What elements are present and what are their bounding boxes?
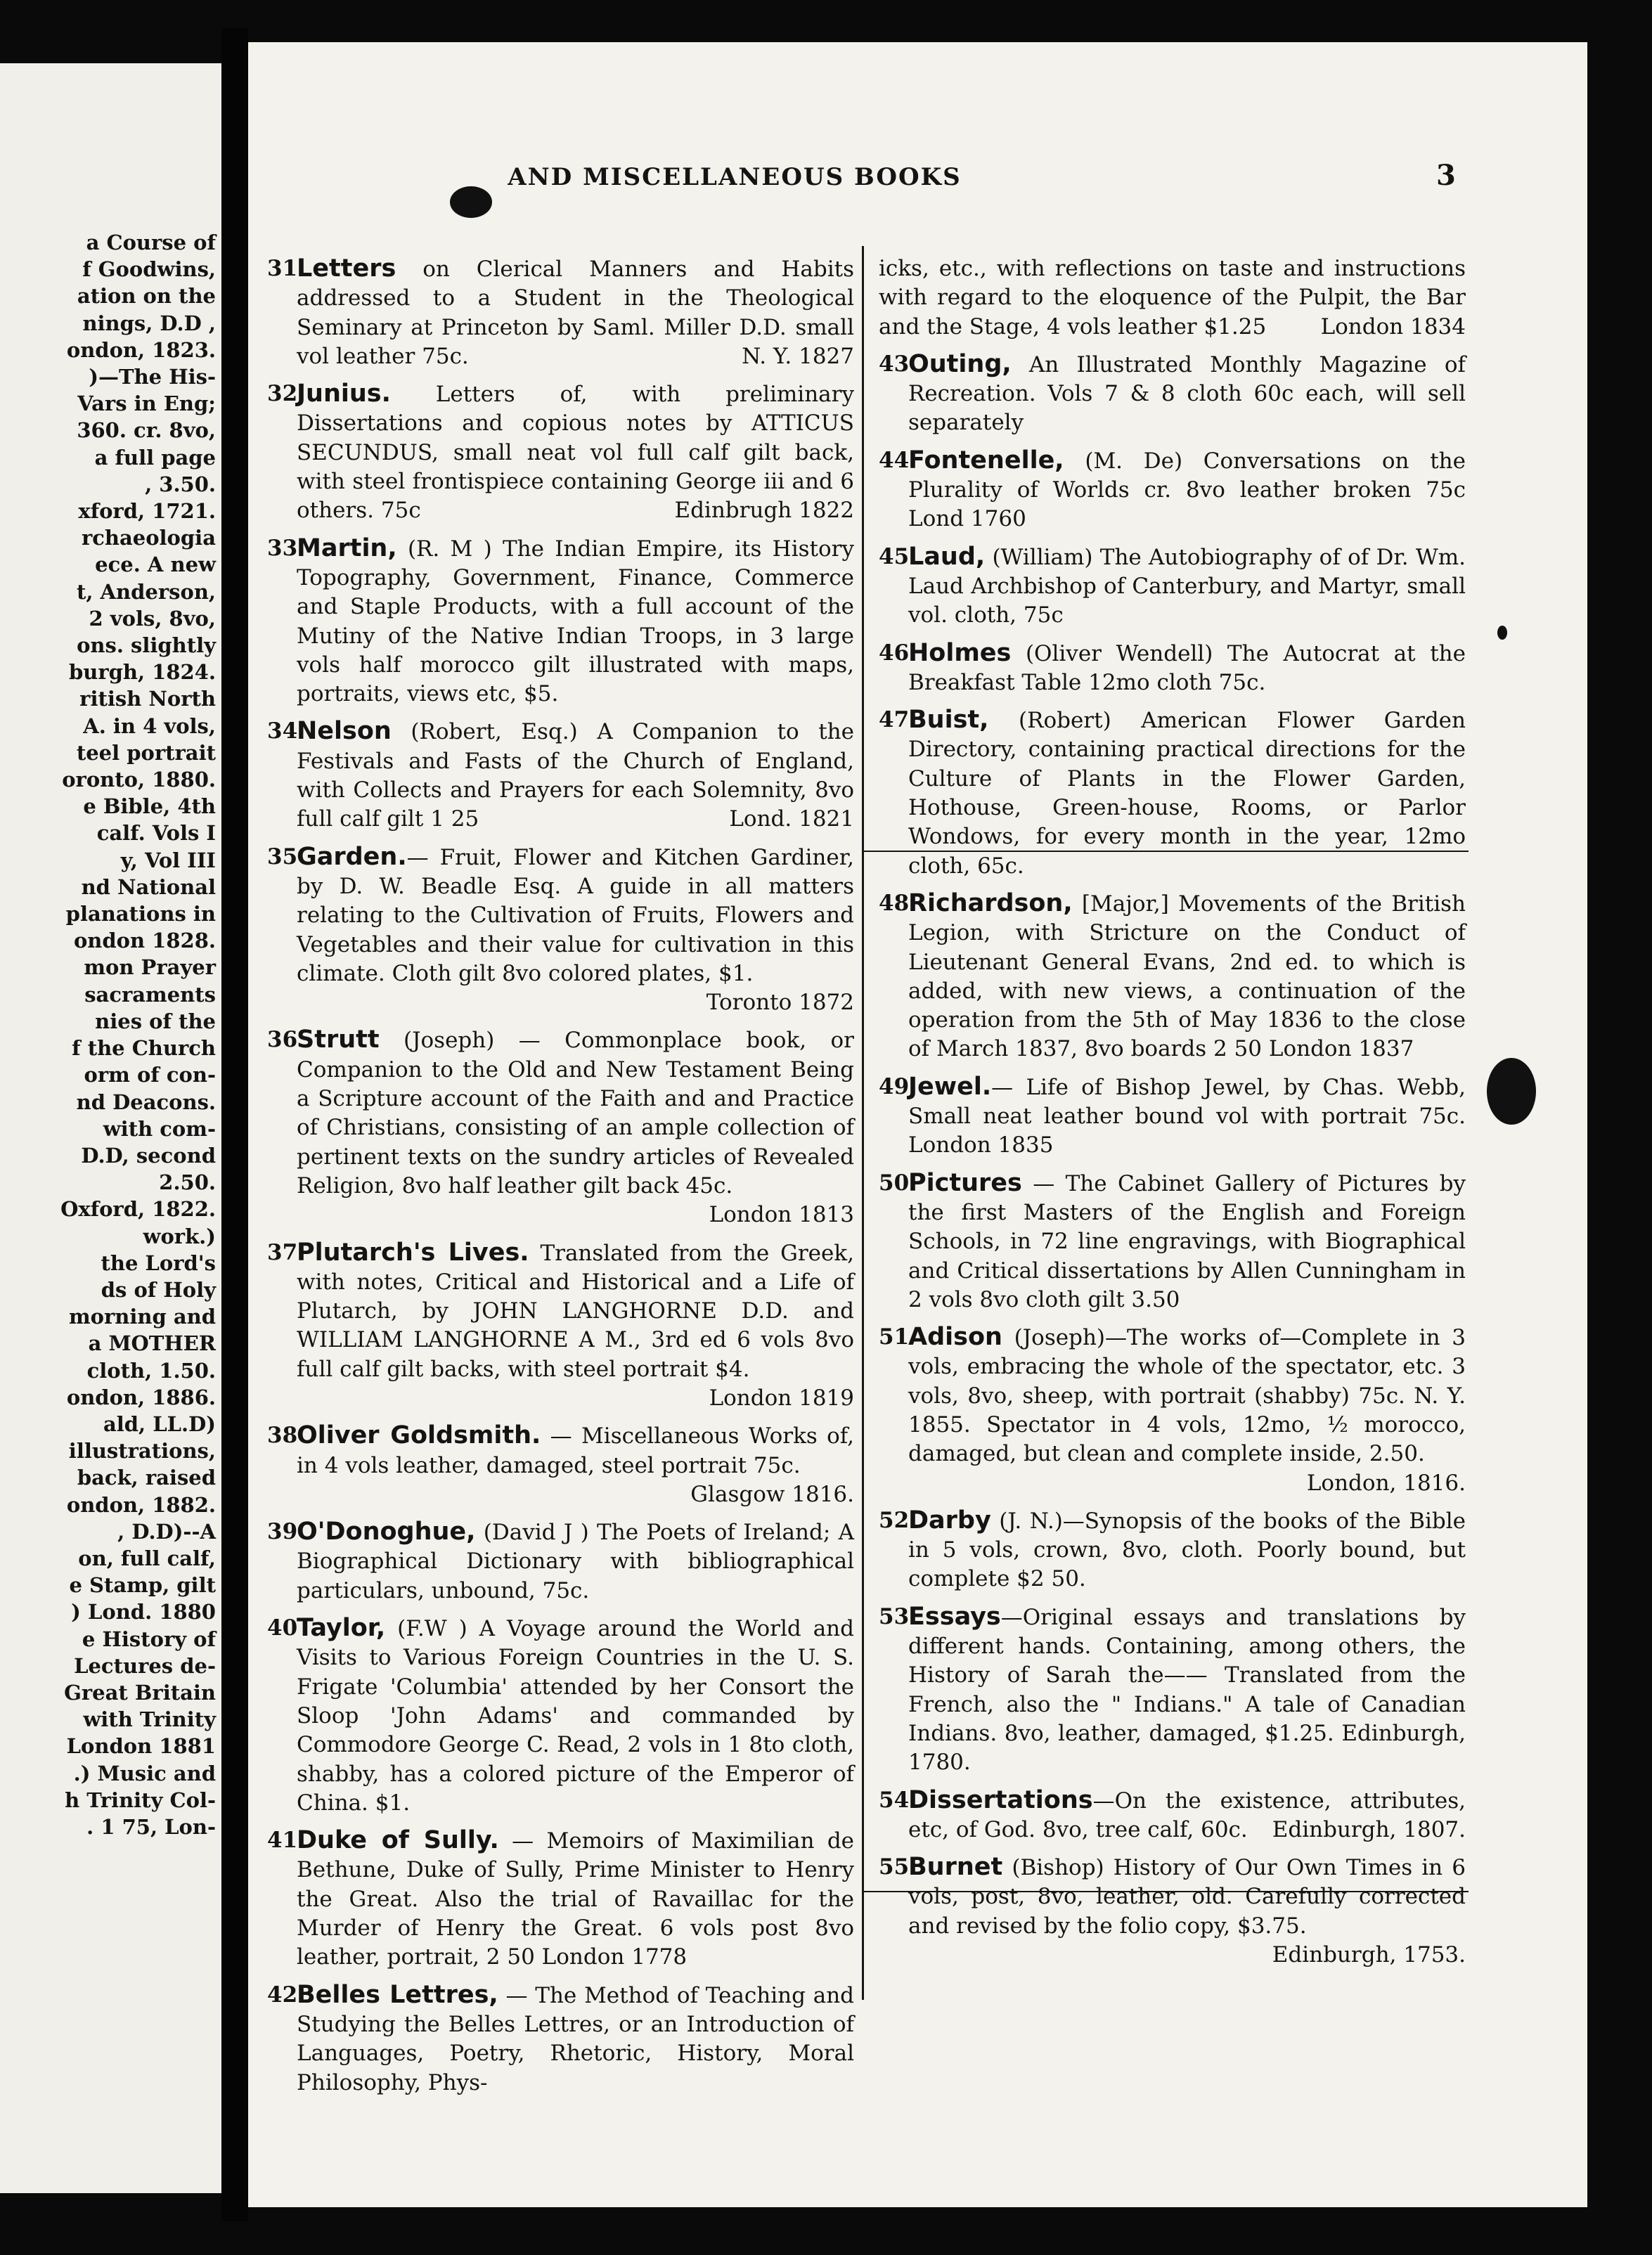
entry-title: Martin, <box>297 534 397 562</box>
fragment-line: calf. Vols I <box>96 821 216 846</box>
fragment-line: nd National <box>81 874 216 899</box>
entry-number: 32 <box>267 381 298 407</box>
catalog-entry <box>267 1026 854 1229</box>
entry-place-date: Edinburgh, 1807. <box>1272 1816 1466 1842</box>
fragment-line: work.) <box>143 1224 216 1248</box>
catalog-entry <box>879 1073 1466 1161</box>
continued-entry <box>879 254 1466 342</box>
entry-number: 33 <box>267 535 298 561</box>
fragment-line: a MOTHER <box>88 1331 216 1356</box>
fragment-line: on, full calf, <box>78 1546 216 1570</box>
entry-number: 52 <box>879 1507 910 1533</box>
entry-title: O'Donoghue, <box>297 1518 476 1546</box>
fragment-line: Oxford, 1822. <box>60 1197 216 1222</box>
facing-page-text <box>0 229 221 1840</box>
entry-description: (Oliver Wendell) The Autocrat at the Breakfast Table 12mo cloth 75c. <box>908 640 1466 695</box>
book-gutter <box>221 28 248 2221</box>
facing-page-fragment <box>0 63 221 2193</box>
catalog-entry <box>267 1981 854 2098</box>
fragment-line: burgh, 1824. <box>68 660 216 685</box>
fragment-line: A. in 4 vols, <box>83 713 216 738</box>
fragment-line: ation on the <box>77 284 216 309</box>
entry-number: 45 <box>879 543 910 569</box>
fragment-line: ece. A new <box>95 553 216 577</box>
fragment-line: t, Anderson, <box>76 579 216 604</box>
entry-place-date: London 1813 <box>709 1202 854 1228</box>
fragment-line: ald, LL.D) <box>103 1411 216 1436</box>
entry-number: 37 <box>267 1239 298 1265</box>
entry-place-date: Edinburgh, 1753. <box>1272 1942 1466 1968</box>
entry-number: 35 <box>267 844 298 870</box>
fragment-line: back, raised <box>77 1466 216 1490</box>
entry-number: 39 <box>267 1519 298 1545</box>
continued-entry-place: London 1834 <box>1320 314 1466 340</box>
entry-title: Buist, <box>908 706 989 735</box>
fragment-line: f Goodwins, <box>82 257 216 282</box>
catalog-entry <box>879 1786 1466 1845</box>
entry-place-date: Edinbrugh 1822 <box>674 498 854 524</box>
fragment-line: ondon, 1882. <box>66 1492 216 1517</box>
entry-description: (Robert, Esq.) A Companion to the Festivals and Fasts of the Church of England, with Collects and Prayers for each Solemnity, 8vo full calf gilt 1 25 <box>297 719 854 832</box>
fragment-line: planations in <box>65 902 216 926</box>
fragment-line: ons. slightly <box>77 633 216 658</box>
fragment-line: , 3.50. <box>145 472 216 496</box>
entry-title: Taylor, <box>297 1614 386 1643</box>
entry-number: 48 <box>879 890 910 916</box>
catalog-entry <box>879 350 1466 438</box>
entry-title: Duke of Sully. <box>297 1826 499 1855</box>
fragment-line: Great Britain <box>64 1680 216 1705</box>
entry-title: Plutarch's Lives. <box>297 1238 529 1267</box>
entry-place-date: Lond. 1821 <box>729 806 854 832</box>
catalog-entry <box>879 1603 1466 1778</box>
fragment-line: mon Prayer <box>84 955 216 980</box>
entry-description: (Joseph) — Commonplace book, or Companion to the Old and New Testament Being a Scripture account of the Faith and and Practice of Christians, consisting of an ample collection of pertinent texts on the sundry articles of Revealed Religion, 8vo half leather gilt back 45c. <box>297 1028 854 1198</box>
entry-title: Junius. <box>297 380 391 408</box>
fragment-line: nings, D.D , <box>82 311 216 335</box>
fragment-line: ondon, 1886. <box>66 1385 216 1409</box>
entry-description: [Major,] Movements of the British Legion, with Stricture on the Conduct of Lieutenant General Evans, 2nd ed. to which is added, with new views, a continuation of the operation from the 5th of May 1836 to the close of March 1837, 8vo boards 2 50 London 1837 <box>908 891 1466 1062</box>
entry-description: — Memoirs of Maximilian de Bethune, Duke of Sully, Prime Minister to Henry the Great. Also the trial of Ravaillac for the Murder of Henry the Great. 6 vols post 8vo leather, portrait, 2 50 London 1778 <box>297 1828 855 1970</box>
catalog-entry <box>267 1421 854 1509</box>
entry-description: —Original essays and translations by different hands. Containing, among others, the History of Sarah the—— Translated from the French, also the " Indians." A tale of Canadian Indians. 8vo, leather, damaged, $1.25. Edinburgh, 1780. <box>908 1604 1466 1776</box>
fragment-line: with com- <box>103 1116 216 1141</box>
fragment-line: ondon 1828. <box>73 929 216 953</box>
entry-title: Pictures <box>908 1168 1022 1197</box>
entry-place-date: London, 1816. <box>1306 1470 1466 1496</box>
catalog-entry <box>267 1518 854 1605</box>
fragment-line: sacraments <box>84 982 216 1007</box>
entry-place-date: London 1819 <box>709 1385 854 1411</box>
entry-number: 31 <box>267 256 298 281</box>
entry-description: Letters of, with preliminary Dissertations and copious notes by ATTICUS SECUNDUS, small neat vol full calf gilt back, with steel frontispiece containing George iii and 6 others. 75c <box>297 382 854 524</box>
entry-title: Jewel. <box>908 1072 992 1101</box>
entry-description: — Life of Bishop Jewel, by Chas. Webb, Small neat leather bound vol with portrait 75c. London 1835 <box>908 1074 1466 1158</box>
fragment-line: ritish North <box>79 687 216 711</box>
entry-number: 55 <box>879 1854 910 1880</box>
fragment-line: teel portrait <box>76 740 216 765</box>
entry-title: Strutt <box>297 1026 380 1054</box>
entry-description: — The Cabinet Gallery of Pictures by the first Masters of the English and Foreign Schools, in 72 line engravings, with Biographical and Critical dissertations by Allen Cunningham in 2 vols 8vo cloth gilt 3.50 <box>908 1170 1466 1312</box>
fragment-line: Vars in Eng; <box>77 392 216 416</box>
fragment-line: Lectures de- <box>74 1653 216 1678</box>
fragment-line: D.D, second <box>81 1143 216 1168</box>
entry-title: Garden. <box>297 842 407 871</box>
entry-number: 42 <box>267 1982 298 2008</box>
fragment-line: ) Lond. 1880 <box>71 1600 216 1624</box>
fragment-line: nd Deacons. <box>76 1090 216 1114</box>
fragment-line: a full page <box>94 445 216 470</box>
entry-description: on Clerical Manners and Habits addressed to a Student in the Theological Seminary at Princeton by Saml. Miller D.D. small vol leather 75c. <box>297 257 854 369</box>
catalog-entry <box>879 1169 1466 1314</box>
fragment-line: xford, 1721. <box>78 499 216 524</box>
entry-description: Translated from the Greek, with notes, Critical and Historical and a Life of Plutarch, by JOHN LANGHORNE D.D. and WILLIAM LANGHORNE A M., 3rd ed 6 vols 8vo full calf gilt backs, with steel portrait $4. <box>297 1240 854 1382</box>
catalog-entry <box>267 380 854 525</box>
entry-description: (Joseph)—The works of—Complete in 3 vols, embracing the whole of the spectator, etc. 3 vols, 8vo, sheep, with portrait (shabby) 75c. N. Y. 1855. Spectator in 4 vols, 12mo, ½ morocco, damaged, but clean and complete inside, 2.50. <box>908 1325 1466 1467</box>
entry-description: (Bishop) History of Our Own Times in 6 vols, post, 8vo, leather, old. Carefully corrected and revised by the folio copy, $3.75. <box>908 1855 1466 1939</box>
entry-number: 43 <box>879 351 910 377</box>
fragment-line: London 1881 <box>66 1734 216 1759</box>
catalog-entry <box>879 1853 1466 1970</box>
catalog-entry <box>267 1614 854 1818</box>
catalog-entry <box>267 717 854 834</box>
entry-number: 53 <box>879 1603 910 1629</box>
entry-number: 41 <box>267 1828 298 1854</box>
fragment-line: illustrations, <box>68 1439 216 1464</box>
fragment-line: oronto, 1880. <box>62 768 216 792</box>
entry-description: (J. N.)—Synopsis of the books of the Bible in 5 vols, crown, 8vo, cloth. Poorly bound, but complete $2 50. <box>908 1508 1466 1592</box>
catalog-entry <box>267 1826 854 1972</box>
entry-title: Fontenelle, <box>908 446 1064 474</box>
fragment-line: orm of con- <box>84 1063 216 1087</box>
entry-number: 47 <box>879 707 910 733</box>
catalog-entry <box>267 1239 854 1414</box>
fragment-line: with Trinity <box>83 1707 216 1732</box>
entry-description: (M. De) Conversations on the Plurality of Worlds cr. 8vo leather broken 75c Lond 1760 <box>908 448 1466 532</box>
catalog-entry <box>879 639 1466 698</box>
entry-description: (Robert) American Flower Garden Directory, containing practical directions for the Culture of Plants in the Flower Garden, Hothouse, Green-house, Rooms, or Parlor Wondows, for every month in the year, 12mo cloth, 65c. <box>908 708 1466 879</box>
fragment-line: the Lord's <box>101 1251 216 1275</box>
fragment-line: nies of the <box>95 1009 216 1033</box>
fragment-line: . 1 75, Lon- <box>86 1814 216 1839</box>
entry-number: 34 <box>267 718 298 744</box>
continued-entry-text: icks, etc., with reflections on taste and instructions with regard to the eloquence of the Pulpit, the Bar and the Stage, 4 vols leather $1.25 <box>879 256 1466 340</box>
fragment-line: cloth, 1.50. <box>86 1358 216 1383</box>
entry-description: (William) The Autobiography of of Dr. Wm. Laud Archbishop of Canterbury, and Martyr, small vol. cloth, 75c <box>908 544 1466 628</box>
entry-title: Holmes <box>908 638 1012 667</box>
fragment-line: y, Vol III <box>120 848 216 872</box>
right-column <box>879 254 1466 1978</box>
fragment-line: rchaeologia <box>81 526 216 550</box>
fragment-line: e History of <box>82 1627 216 1651</box>
entry-place-date: Glasgow 1816. <box>690 1481 854 1507</box>
column-divider <box>862 246 864 2000</box>
fragment-line: h Trinity Col- <box>65 1788 216 1812</box>
entry-title: Burnet <box>908 1853 1003 1882</box>
entry-title: Adison <box>908 1323 1002 1352</box>
entry-description: (F.W ) A Voyage around the World and Visits to Various Foreign Countries in the U. S. Frigate 'Columbia' attended by her Consort the Sloop 'John Adams' and commanded by Commodore George C. Read, 2 vols in 1 8to cloth, shabby, has a colored picture of the Emperor of China. $1. <box>297 1616 854 1816</box>
entry-description: — Fruit, Flower and Kitchen Gardiner, by D. W. Beadle Esq. A guide in all matters relating to the Cultivation of Fruits, Flowers and Vegetables and their value for cultivation in this climate. Cloth gilt 8vo colored plates, $1. <box>297 844 854 986</box>
entry-title: Oliver Goldsmith. <box>297 1421 541 1450</box>
entry-number: 40 <box>267 1615 298 1641</box>
catalog-entry <box>879 1506 1466 1594</box>
fragment-line: 2 vols, 8vo, <box>89 606 216 631</box>
fragment-line: f the Church <box>72 1036 216 1061</box>
page-number: 3 <box>1436 159 1456 192</box>
entry-title: Belles Lettres, <box>297 1980 498 2009</box>
ink-blot <box>1487 1058 1536 1125</box>
catalog-entry <box>879 889 1466 1064</box>
catalog-entry <box>267 843 854 1018</box>
entry-title: Dissertations <box>908 1785 1093 1814</box>
catalog-entry <box>879 706 1466 881</box>
entry-title: Essays <box>908 1602 1001 1631</box>
fragment-line: ondon, 1823. <box>66 337 216 362</box>
entry-title: Darby <box>908 1506 991 1534</box>
entry-number: 36 <box>267 1027 298 1053</box>
fragment-line: morning and <box>68 1305 216 1329</box>
fragment-line: )—The His- <box>89 365 216 389</box>
entry-number: 49 <box>879 1073 910 1099</box>
ink-blot <box>1497 626 1507 640</box>
catalog-entry <box>879 446 1466 534</box>
catalog-entry <box>879 1323 1466 1498</box>
entry-description: — The Method of Teaching and Studying the Belles Lettres, or an Introduction of Languages, Poetry, Rhetoric, History, Moral Philosophy, Phys- <box>297 1982 854 2095</box>
fragment-line: e Stamp, gilt <box>69 1573 216 1598</box>
catalog-entry <box>267 254 854 371</box>
catalog-entry <box>879 543 1466 631</box>
left-column <box>267 254 854 2106</box>
entry-number: 38 <box>267 1423 298 1449</box>
entry-number: 44 <box>879 447 910 473</box>
entry-number: 54 <box>879 1787 910 1813</box>
fragment-line: a Course of <box>86 231 216 254</box>
entry-number: 46 <box>879 640 910 666</box>
entry-description: (R. M ) The Indian Empire, its History Topography, Government, Finance, Commerce and Staple Products, with a full account of the Mutiny of the Native Indian Troops, in 3 large vols half morocco gilt illustrated with maps, portraits, views etc, $5. <box>297 536 854 707</box>
fragment-line: ds of Holy <box>101 1277 216 1302</box>
fragment-line: .) Music and <box>73 1761 216 1785</box>
catalog-entry <box>267 534 854 709</box>
fragment-line: , D.D)--A <box>117 1519 216 1544</box>
entry-title: Laud, <box>908 542 986 571</box>
entry-description: (David J ) The Poets of Ireland; A Biographical Dictionary with bibliographical particulars, unbound, 75c. <box>297 1520 854 1603</box>
entry-number: 50 <box>879 1170 910 1196</box>
entry-place-date: N. Y. 1827 <box>742 343 854 369</box>
fragment-line: e Bible, 4th <box>83 794 216 819</box>
page-header-title: AND MISCELLANEOUS BOOKS <box>508 163 962 191</box>
entry-title: Richardson, <box>908 889 1073 917</box>
entry-description: —On the existence, attributes, etc, of God. 8vo, tree calf, 60c. <box>908 1788 1466 1842</box>
entry-description: An Illustrated Monthly Magazine of Recreation. Vols 7 & 8 cloth 60c each, will sell separately <box>908 351 1466 436</box>
entry-title: Outing, <box>908 349 1012 378</box>
entry-title: Letters <box>297 254 396 283</box>
fragment-line: 2.50. <box>159 1170 216 1195</box>
fragment-line: 360. cr. 8vo, <box>77 418 216 443</box>
entry-title: Nelson <box>297 717 392 746</box>
entry-description: — Miscellaneous Works of, in 4 vols leather, damaged, steel portrait 75c. <box>297 1423 854 1478</box>
entry-number: 51 <box>879 1324 910 1350</box>
entry-place-date: Toronto 1872 <box>706 990 854 1016</box>
